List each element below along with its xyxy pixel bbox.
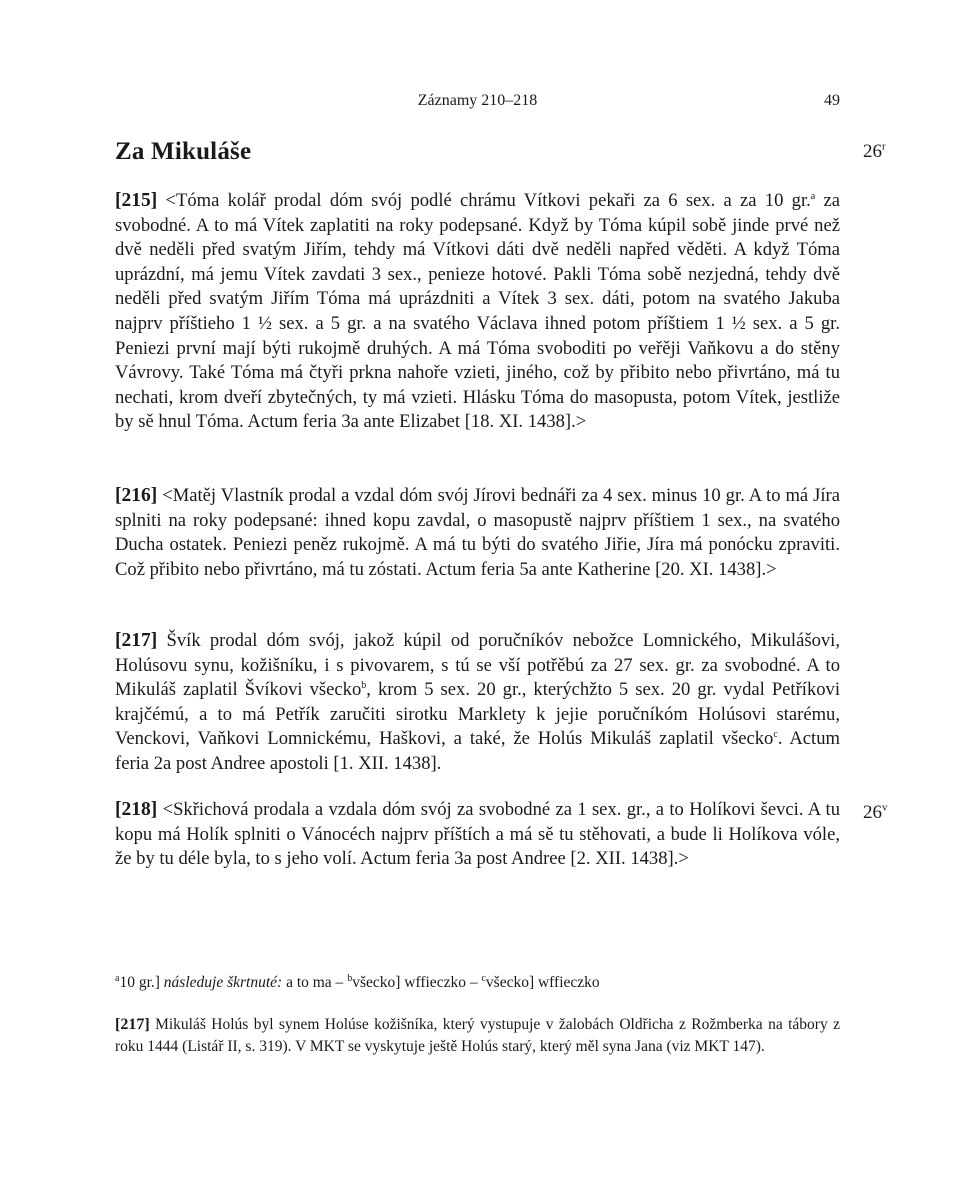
folio-number: 26 (863, 802, 882, 823)
running-title: Záznamy 210–218 (417, 92, 538, 109)
entry-number: [218] (115, 799, 158, 820)
entry-text: <Tóma kolář prodal dóm svój podlé chrámu Vítkovi pekaři za 6 sex. a za 10 gr. (165, 190, 811, 211)
folio-marker-26v (863, 802, 888, 824)
footnote-mark: b (361, 680, 367, 691)
entry-218 (115, 798, 840, 872)
footnote-mark: a (810, 190, 816, 202)
entry-text: , krom 5 sex. 20 gr., kterýchžto 5 sex. 20 gr. vydal Petříkovi krajčémú, a to má Petřík zaručiti sirotku Marklety k jejie poručníkóm Holúsovi starému, Venckovi, Vaňkovi Lomnickému, Haškovi, a také, že Holús Mikuláš zaplatil všecko (115, 679, 841, 750)
commentary-217 (115, 1014, 840, 1057)
folio-side: r (882, 140, 886, 153)
commentary-number: [217] (115, 1016, 150, 1033)
entry-217 (115, 629, 840, 777)
entry-number: [216] (115, 485, 158, 506)
entry-number: [217] (115, 630, 158, 651)
section-title: Za Mikuláše (115, 138, 252, 165)
footnote-text: všecko] wffieczko – (352, 974, 478, 991)
entry-216 (115, 484, 840, 582)
entry-number: [215] (115, 190, 158, 211)
footnote-mark: a (115, 972, 120, 984)
entry-text: <Matěj Vlastník prodal a vzdal dóm svój Jírovi bednáři za 4 sex. minus 10 gr. A to má Jíra splniti na roky podepsané: ihned kopu zavdal, o masopustě najprv příštiem 1 sex., na svatého Ducha ostatek. Peniezi peněz rukojmě. A má tu býti do svatého Jiřie, Jíra má ponócku zpraviti. Což přibito nebo přivrtáno, má tu zóstati. Actum feria 5a ante Katherine [20. XI. 1438].> (115, 485, 840, 580)
entry-text: . Actum feria 2a post Andree apostoli [1. XII. 1438]. (115, 728, 840, 774)
folio-marker-26r (863, 141, 886, 163)
page-number: 49 (824, 92, 840, 109)
entry-text: za svobodné. A to má Vítek zaplatiti na roky podepsané. Když by Tóma kúpil sobě jinde prvé než dvě neděli před svatým Jiřím, tehdy má Vítkovi dáti dvě neděli napřed věděti. A když Tóma uprázdní, má jemu Vítek zavdati 3 sex., penieze hotové. Pakli Tóma sobě nezjedná, tehdy dvě neděli před svatým Jiřím Tóma má uprázdniti a Vítek 3 sex. dáti, potom na svatého Jakuba najprv příštieho 1 ½ sex. a 5 gr. a na svatého Václava ihned potom příštiem 1 ½ sex. a 5 gr. Peniezi první mají býti rukojmě druhých. A má Tóma svoboditi po veřěji Vaňkovu a do stěny Vávrovy. Také Tóma má čtyři prkna nahoře vzieti, jiného, což by přibito nebo přivrtáno, má tu nechati, krom dveří zbytečných, ty má vzieti. Hlásku Tóma do masopusta, potom Vítek, jestliže by sě hnul Tóma. Actum feria 3a ante Elizabet [18. XI. 1438].> (115, 190, 841, 433)
footnotes (115, 972, 840, 993)
folio-side: v (882, 801, 888, 814)
footnote-mark: c (773, 729, 778, 741)
footnote-line (115, 972, 840, 993)
footnote-text: a to ma – (286, 974, 344, 991)
commentary-text: Mikuláš Holús byl synem Holúse kožišníka, který vystupuje v žalobách Oldřicha z Rožmberka na tábory z roku 1444 (Listář II, s. 319). V MKT se vyskytuje ještě Holús starý, který měl syna Jana (viz MKT 147). (115, 1016, 840, 1055)
running-head (115, 92, 840, 114)
entry-text: Švík prodal dóm svój, jakož kúpil od poručníkóv nebožce Lomnického, Mikulášovi, Holúsovu synu, kožišníku, i s pivovarem, s tú se vší potřěbú za 27 sex. gr. za svobodné. A to Mikuláš zaplatil Švíkovi všecko (115, 630, 840, 701)
footnote-text: všecko] wffieczko (485, 974, 600, 991)
folio-number: 26 (863, 141, 882, 162)
footnote-note: následuje škrtnuté: (163, 974, 283, 991)
entry-215 (115, 189, 840, 435)
footnote-mark: b (347, 972, 353, 984)
entry-text: <Skřichová prodala a vzdala dóm svój za svobodné za 1 sex. gr., a to Holíkovi ševci. A tu kopu má Holík splniti o Vánocéch najprv příštích a má sě tu stěhovati, a bude li Holíkova vóle, že by tu déle byla, to s jeho volí. Actum feria 3a post Andree [2. XII. 1438].> (115, 799, 840, 870)
footnote-lemma: 10 gr.] (119, 974, 160, 991)
footnote-mark: c (481, 972, 486, 984)
